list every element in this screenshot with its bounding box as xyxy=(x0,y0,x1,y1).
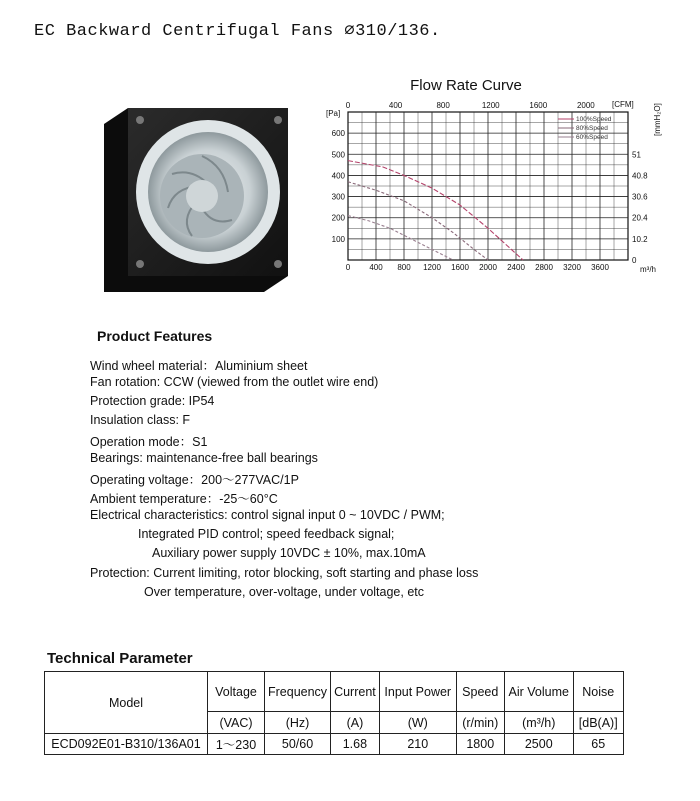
y-tick-label: 200 xyxy=(331,213,345,223)
x-tick-label: 3200 xyxy=(563,263,581,272)
feature-line: Wind wheel material：Aluminium sheet xyxy=(90,359,308,373)
chart-bottom-axis xyxy=(346,263,610,272)
x-axis-label: m³/h xyxy=(640,265,656,274)
legend-label: 80%Speed xyxy=(576,125,608,132)
feature-line: Operation mode：S1 xyxy=(90,435,208,449)
x-tick-label: 1200 xyxy=(423,263,441,272)
table-header-cell: Current xyxy=(331,672,380,712)
y-axis-label: [Pa] xyxy=(326,109,341,118)
technical-parameter-heading: Technical Parameter xyxy=(47,650,193,667)
table-unit-cell: (W) xyxy=(379,712,456,734)
feature-line: Bearings: maintenance-free ball bearings xyxy=(90,451,318,465)
feature-line: Fan rotation: CCW (viewed from the outlet wire end) xyxy=(90,375,379,389)
x-tick-label: 0 xyxy=(345,263,351,272)
x2-axis-label: [CFM] xyxy=(612,100,634,109)
table-cell: 65 xyxy=(573,734,623,755)
x-tick-label: 800 xyxy=(397,263,411,272)
legend-label: 100%Speed xyxy=(576,116,612,123)
table-header-model: Model xyxy=(45,672,208,734)
x2-tick-label: 0 xyxy=(345,101,351,110)
table-row xyxy=(45,734,624,755)
technical-parameter-table xyxy=(44,671,624,755)
table-header-cell: Noise xyxy=(573,672,623,712)
table-cell: 50/60 xyxy=(265,734,331,755)
feature-line: Protection: Current limiting, rotor blocking, soft starting and phase loss xyxy=(90,566,479,580)
y-tick-label: 300 xyxy=(331,192,345,202)
x2-tick-label: 1200 xyxy=(481,101,500,110)
page-title: EC Backward Centrifugal Fans ⌀310/136. xyxy=(34,22,441,41)
y-tick-label: 400 xyxy=(331,171,345,181)
table-header-cell: Frequency xyxy=(265,672,331,712)
x2-tick-label: 800 xyxy=(436,101,450,110)
y2-tick-label: 0 xyxy=(632,256,637,265)
chart-top-axis xyxy=(346,101,596,110)
chart-right-axis xyxy=(632,150,648,265)
table-unit-cell: (r/min) xyxy=(456,712,504,734)
x-tick-label: 1600 xyxy=(451,263,469,272)
x2-tick-label: 2000 xyxy=(576,101,595,110)
x-tick-label: 2400 xyxy=(507,263,525,272)
feature-line: Operating voltage：200～277VAC/1P xyxy=(90,473,299,487)
x2-tick-label: 1600 xyxy=(529,101,548,110)
fan-product-image xyxy=(92,100,292,295)
table-header-cell: Voltage xyxy=(208,672,265,712)
table-header-cell: Speed xyxy=(456,672,504,712)
table-header-cell: Air Volume xyxy=(504,672,573,712)
feature-line: Ambient temperature：-25～60°C xyxy=(90,492,278,506)
y2-tick-label: 20.4 xyxy=(632,213,648,223)
table-unit-cell: (A) xyxy=(331,712,380,734)
table-model-cell: ECD092E01-B310/136A01 xyxy=(45,734,208,755)
y-tick-label: 500 xyxy=(331,150,345,160)
y2-tick-label: 10.2 xyxy=(632,234,648,244)
feature-line: Electrical characteristics: control signal input 0 ~ 10VDC / PWM; xyxy=(90,508,445,522)
feature-line: Over temperature, over-voltage, under voltage, etc xyxy=(144,585,425,599)
series-line-3 xyxy=(348,216,453,260)
table-unit-cell: (Hz) xyxy=(265,712,331,734)
feature-line: Insulation class: F xyxy=(90,413,191,427)
flow-rate-chart xyxy=(318,70,678,285)
table-unit-cell: [dB(A)] xyxy=(573,712,623,734)
x-tick-label: 3600 xyxy=(591,263,609,272)
y2-tick-label: 40.8 xyxy=(632,171,648,181)
y2-tick-label: 51 xyxy=(632,150,641,160)
x-tick-label: 2800 xyxy=(535,263,553,272)
y2-axis-label: [mmH₂O] xyxy=(653,103,662,136)
feature-line: Integrated PID control; speed feedback signal; xyxy=(138,527,395,541)
features-heading: Product Features xyxy=(97,328,213,344)
table-cell: 1.68 xyxy=(331,734,380,755)
y-tick-label: 600 xyxy=(331,129,345,139)
table-header-cell: Input Power xyxy=(379,672,456,712)
table-cell: 1～230 xyxy=(208,734,265,755)
x-tick-label: 2000 xyxy=(479,263,497,272)
chart-left-axis xyxy=(332,129,346,244)
feature-line: Auxiliary power supply 10VDC ± 10%, max.10mA xyxy=(152,546,426,560)
x2-tick-label: 400 xyxy=(388,101,403,110)
table-unit-cell: (m³/h) xyxy=(504,712,573,734)
y2-tick-label: 30.6 xyxy=(632,192,648,202)
chart-title: Flow Rate Curve xyxy=(410,77,522,94)
y-tick-label: 100 xyxy=(331,234,345,244)
table-cell: 210 xyxy=(379,734,456,755)
table-unit-cell: (VAC) xyxy=(208,712,265,734)
table-cell: 1800 xyxy=(456,734,504,755)
legend-label: 60%Speed xyxy=(576,134,608,141)
table-cell: 2500 xyxy=(504,734,573,755)
chart-legend xyxy=(558,116,612,141)
x-tick-label: 400 xyxy=(369,263,383,272)
table-header-row xyxy=(45,672,624,712)
feature-line: Protection grade: IP54 xyxy=(90,394,215,408)
